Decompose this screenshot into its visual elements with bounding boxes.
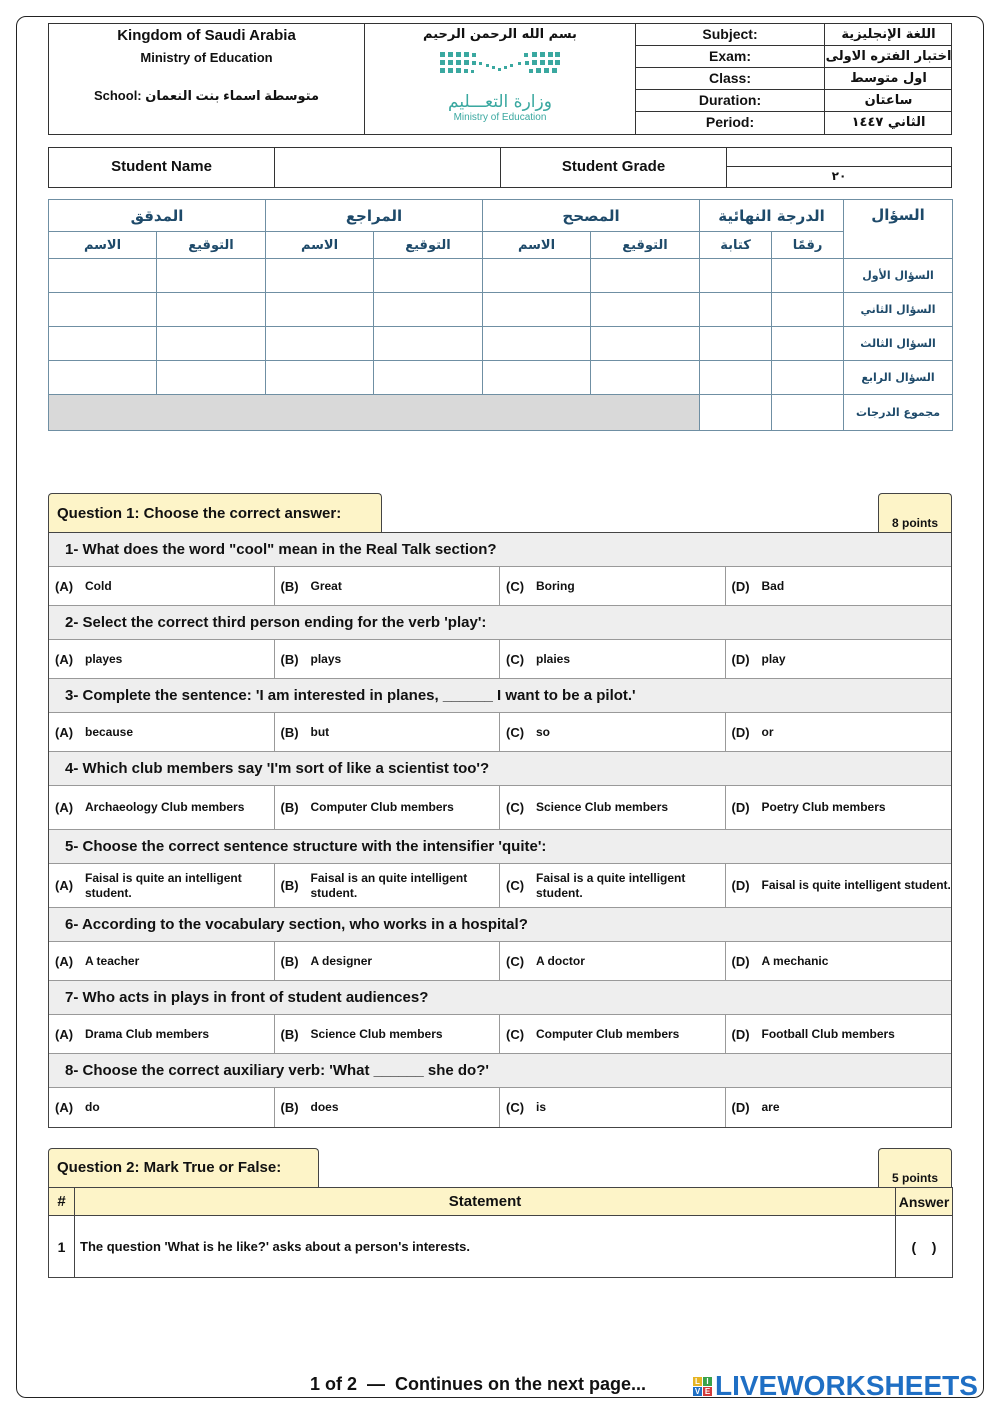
option-c[interactable]: (C) Computer Club members (500, 1015, 726, 1053)
option-c[interactable]: (C) A doctor (500, 942, 726, 980)
info-value: ساعتان (864, 93, 913, 108)
option-d[interactable]: (D) or (731, 724, 774, 740)
option-b[interactable]: (B) does (275, 1088, 501, 1127)
question-2-title: Question 2: Mark True or False: (48, 1148, 319, 1188)
student-grade-label: Student Grade (501, 148, 727, 187)
reviewer-name-header: الاسم (266, 232, 374, 259)
option-d[interactable]: (D) Poetry Club members (731, 800, 886, 815)
option-a[interactable]: (A) Drama Club members (49, 1015, 275, 1053)
corrector-signature-header: التوقيع (591, 232, 700, 259)
col-number-header: # (49, 1188, 75, 1216)
student-grade-field[interactable] (727, 148, 951, 167)
option-a[interactable]: (A) Cold (49, 567, 275, 605)
grading-row (49, 259, 953, 293)
info-value: اول متوسط (850, 71, 927, 86)
option-d[interactable]: (D) Bad (731, 578, 785, 594)
statement-text: The question 'What is he like?' asks about a person's interests. (75, 1216, 896, 1278)
answer-row (49, 1015, 951, 1054)
ministry-title: Ministry of Education (140, 50, 273, 65)
corrector-name-header: الاسم (483, 232, 591, 259)
question-2-points-box (878, 1148, 952, 1188)
option-c[interactable]: (C) is (500, 1088, 726, 1127)
option-b[interactable]: (B) Great (275, 567, 501, 605)
question-header: السؤال (844, 200, 953, 259)
brand-name: LIVEWORKSHEETS (715, 1370, 978, 1401)
info-row-period (636, 112, 952, 134)
page-footer: 1 of 2 — Continues on the next page... (310, 1374, 647, 1394)
option-a[interactable]: (A) do (49, 1088, 275, 1127)
grading-question-label: السؤال الثاني (844, 293, 953, 327)
header-left (49, 24, 365, 134)
auditor-header: المدقق (49, 200, 266, 232)
question-text: 3- Complete the sentence: 'I am interested in planes, ______ I want to be a pilot.' (49, 679, 951, 713)
answer-row (49, 713, 951, 752)
exam-header (48, 23, 952, 135)
grading-row (49, 293, 953, 327)
option-a[interactable]: (A) playes (49, 640, 275, 678)
basmala: بسم الله الرحمن الرحيم (423, 27, 577, 42)
option-b[interactable]: (B) A designer (275, 942, 501, 980)
option-c[interactable]: (C) Faisal is a quite intelligent student. (500, 864, 726, 907)
grading-total-row (49, 395, 953, 431)
col-statement-header: Statement (75, 1188, 896, 1216)
exam-info-table (636, 24, 952, 134)
liveworksheets-brand (693, 1370, 978, 1402)
numeric-grade-header: رقمًا (772, 232, 844, 259)
ministry-logo-icon (438, 50, 562, 88)
student-name-field[interactable] (275, 148, 501, 187)
question-1-points-box (878, 493, 952, 533)
answer-input[interactable]: ( ) (896, 1216, 953, 1278)
info-row-subject (636, 24, 952, 46)
student-grade-box (727, 148, 951, 187)
info-value: اللغة الإنجليزية (841, 27, 936, 42)
question-1-body (48, 532, 952, 1128)
header-logo (365, 24, 636, 134)
question-text: 6- According to the vocabulary section, who works in a hospital? (49, 908, 951, 942)
corrector-header: المصحح (483, 200, 700, 232)
col-answer-header: Answer (896, 1188, 953, 1216)
grading-question-label: السؤال الأول (844, 259, 953, 293)
grading-table (48, 199, 953, 431)
student-info-row (48, 147, 952, 188)
option-c[interactable]: (C) Science Club members (500, 786, 726, 829)
question-2-points: 5 points (891, 1171, 938, 1185)
option-b[interactable]: (B) Faisal is an quite intelligent student. (275, 864, 501, 907)
brand-logo-icon: L I V E (694, 1376, 711, 1396)
option-a[interactable]: (A) A teacher (49, 942, 275, 980)
answer-row (49, 640, 951, 679)
option-a[interactable]: (A) because (49, 713, 275, 751)
option-d[interactable]: (D) Football Club members (731, 1026, 895, 1042)
country-title: Kingdom of Saudi Arabia (117, 27, 296, 44)
true-false-table (48, 1187, 953, 1278)
option-a[interactable]: (A) Archaeology Club members (49, 786, 275, 829)
written-grade-header: كتابة (700, 232, 772, 259)
reviewer-header: المراجع (266, 200, 483, 232)
option-c[interactable]: (C) so (500, 713, 726, 751)
statement-row (49, 1216, 953, 1278)
logo-arabic-text: وزارة التعـــليم (448, 92, 552, 112)
question-1-points: 8 points (891, 516, 938, 530)
question-text: 2- Select the correct third person ending for the verb 'play': (49, 606, 951, 640)
grading-question-label: السؤال الثالث (844, 327, 953, 361)
question-text: 5- Choose the correct sentence structure with the intensifier 'quite': (49, 830, 951, 864)
answer-row (49, 786, 951, 830)
school-name: School: متوسطة اسماء بنت النعمان (93, 88, 320, 103)
info-row-class (636, 68, 952, 90)
option-d[interactable]: (D) are (731, 1100, 780, 1115)
option-b[interactable]: (B) Science Club members (275, 1015, 501, 1053)
option-b[interactable]: (B) plays (275, 640, 501, 678)
question-text: 8- Choose the correct auxiliary verb: 'What ______ she do?' (49, 1054, 951, 1088)
option-c[interactable]: (C) Boring (500, 567, 726, 605)
info-label: Duration: (636, 90, 825, 111)
grading-row (49, 361, 953, 395)
student-grade-total: ٢٠ (831, 169, 847, 183)
statement-number: 1 (49, 1216, 75, 1278)
info-label: Subject: (636, 24, 825, 45)
student-name-label: Student Name (49, 148, 275, 187)
reviewer-signature-header: التوقيع (374, 232, 483, 259)
auditor-name-header: الاسم (49, 232, 157, 259)
answer-row (49, 1088, 951, 1127)
question-text: 1- What does the word "cool" mean in the Real Talk section? (49, 533, 951, 567)
total-grades-label: مجموع الدرجات (844, 395, 953, 431)
option-d[interactable]: (D) A mechanic (731, 953, 829, 969)
info-row-duration (636, 90, 952, 112)
info-row-exam (636, 46, 952, 68)
info-value: الثاني ١٤٤٧ (851, 115, 926, 130)
info-value: اختبار الفتره الاولى (825, 49, 952, 64)
option-b[interactable]: (B) Computer Club members (275, 786, 501, 829)
auditor-signature-header: التوقيع (157, 232, 266, 259)
grading-question-label: السؤال الرابع (844, 361, 953, 395)
question-text: 4- Which club members say 'I'm sort of like a scientist too'? (49, 752, 951, 786)
info-label: Exam: (636, 46, 825, 67)
option-a[interactable]: (A) Faisal is quite an intelligent student. (49, 864, 275, 907)
answer-row (49, 864, 951, 908)
answer-row (49, 942, 951, 981)
option-b[interactable]: (B) but (275, 713, 501, 751)
grading-row (49, 327, 953, 361)
answer-row (49, 567, 951, 606)
logo-english-text: Ministry of Education (453, 112, 547, 123)
option-d[interactable]: (D) play (731, 651, 786, 667)
option-c[interactable]: (C) plaies (500, 640, 726, 678)
info-label: Period: (636, 112, 825, 134)
final-grade-header: الدرجة النهائية (700, 200, 844, 232)
question-1-title: Question 1: Choose the correct answer: (48, 493, 382, 533)
option-d[interactable]: (D) Faisal is quite intelligent student. (731, 878, 951, 893)
question-text: 7- Who acts in plays in front of student audiences? (49, 981, 951, 1015)
info-label: Class: (636, 68, 825, 89)
